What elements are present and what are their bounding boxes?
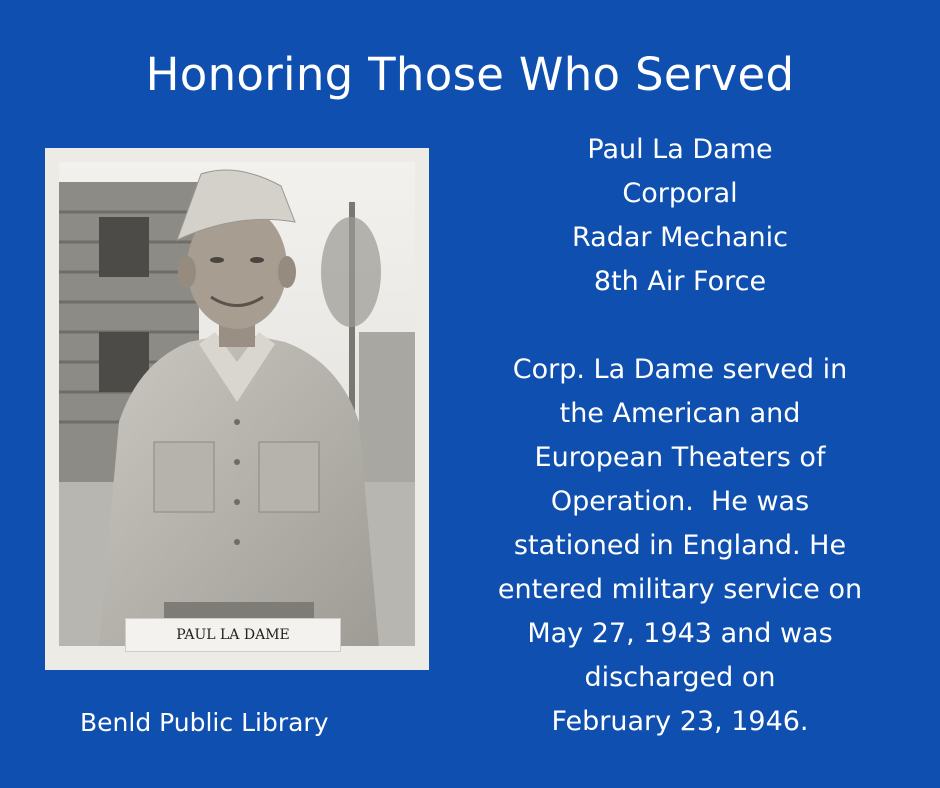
soldier-photo-frame: [45, 148, 429, 670]
bio-line: Corp. La Dame served in: [512, 354, 848, 385]
photo-name-label: PAUL LA DAME: [125, 618, 341, 652]
page-title: Honoring Those Who Served: [145, 48, 795, 101]
soldier-info: [468, 128, 892, 744]
soldier-bio: [468, 348, 892, 744]
bio-line: stationed in England. He: [513, 530, 847, 561]
bio-line: May 27, 1943 and was: [527, 618, 833, 649]
bio-line: European Theaters of: [534, 442, 826, 473]
soldier-unit: 8th Air Force: [593, 266, 767, 297]
bio-line: entered military service on: [497, 574, 863, 605]
soldier-photo: [59, 162, 415, 646]
library-name: Benld Public Library: [80, 708, 329, 737]
bio-line: Operation. He was: [550, 486, 810, 517]
bio-line: February 23, 1946.: [551, 706, 809, 737]
bio-line: discharged on: [584, 662, 776, 693]
soldier-rank: Corporal: [622, 178, 738, 209]
bio-line: the American and: [559, 398, 801, 429]
soldier-role: Radar Mechanic: [572, 222, 788, 253]
soldier-name: Paul La Dame: [587, 134, 773, 165]
